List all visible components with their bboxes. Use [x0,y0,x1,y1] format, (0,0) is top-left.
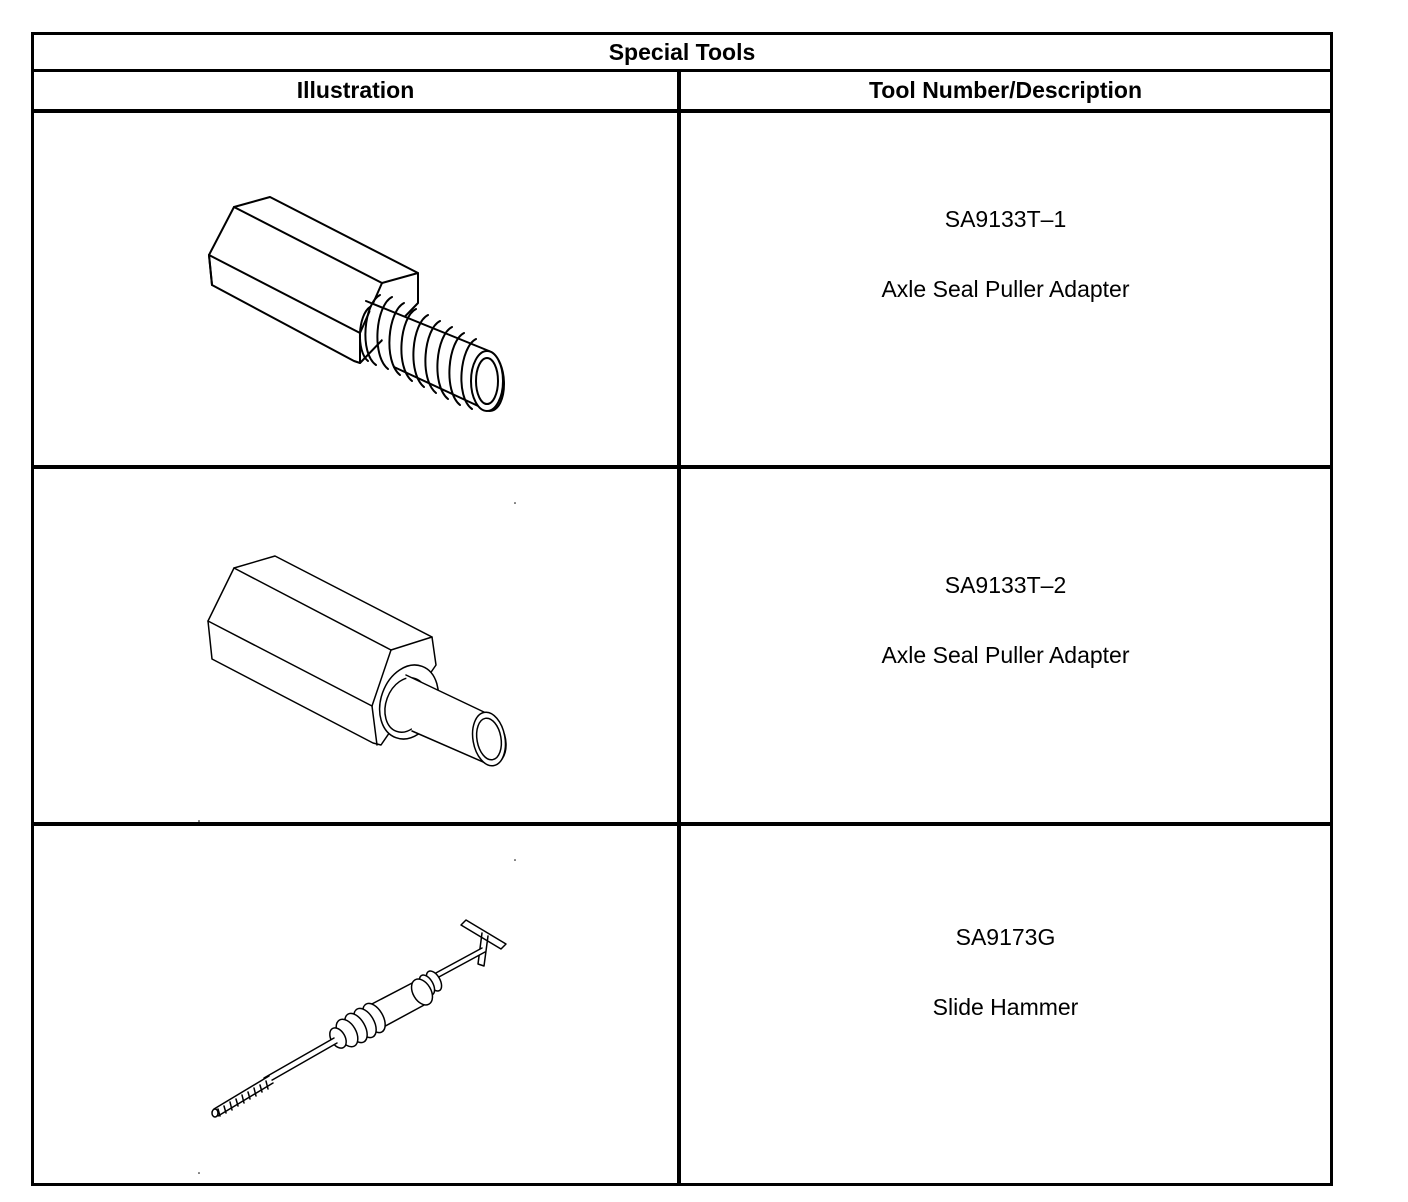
illustration-cell [34,113,681,465]
illustration-cell [34,469,681,822]
description-cell [681,826,1330,1183]
smooth-hex-adapter-icon [34,469,677,822]
tool-number: SA9173G [955,923,1056,950]
threaded-hex-adapter-icon [34,113,677,465]
tool-description: Slide Hammer [932,993,1079,1020]
description-cell [681,469,1330,822]
description-cell [681,113,1330,465]
illustration-cell [34,826,681,1183]
table-header-row [34,72,1330,113]
tool-description: Axle Seal Puller Adapter [881,642,1130,668]
description-header: Tool Number/Description [868,77,1143,103]
table-row [34,826,1330,1183]
table-body [34,113,1330,1183]
table-row [34,113,1330,469]
illustration-header: Illustration [34,72,681,109]
tool-number: SA9133T–2 [944,572,1067,598]
table-title: Special Tools [34,35,1330,72]
tool-description: Axle Seal Puller Adapter [881,275,1130,302]
special-tools-table [31,32,1333,1186]
tool-number: SA9133T–1 [944,205,1067,232]
slide-hammer-icon [34,826,677,1176]
table-row [34,469,1330,826]
